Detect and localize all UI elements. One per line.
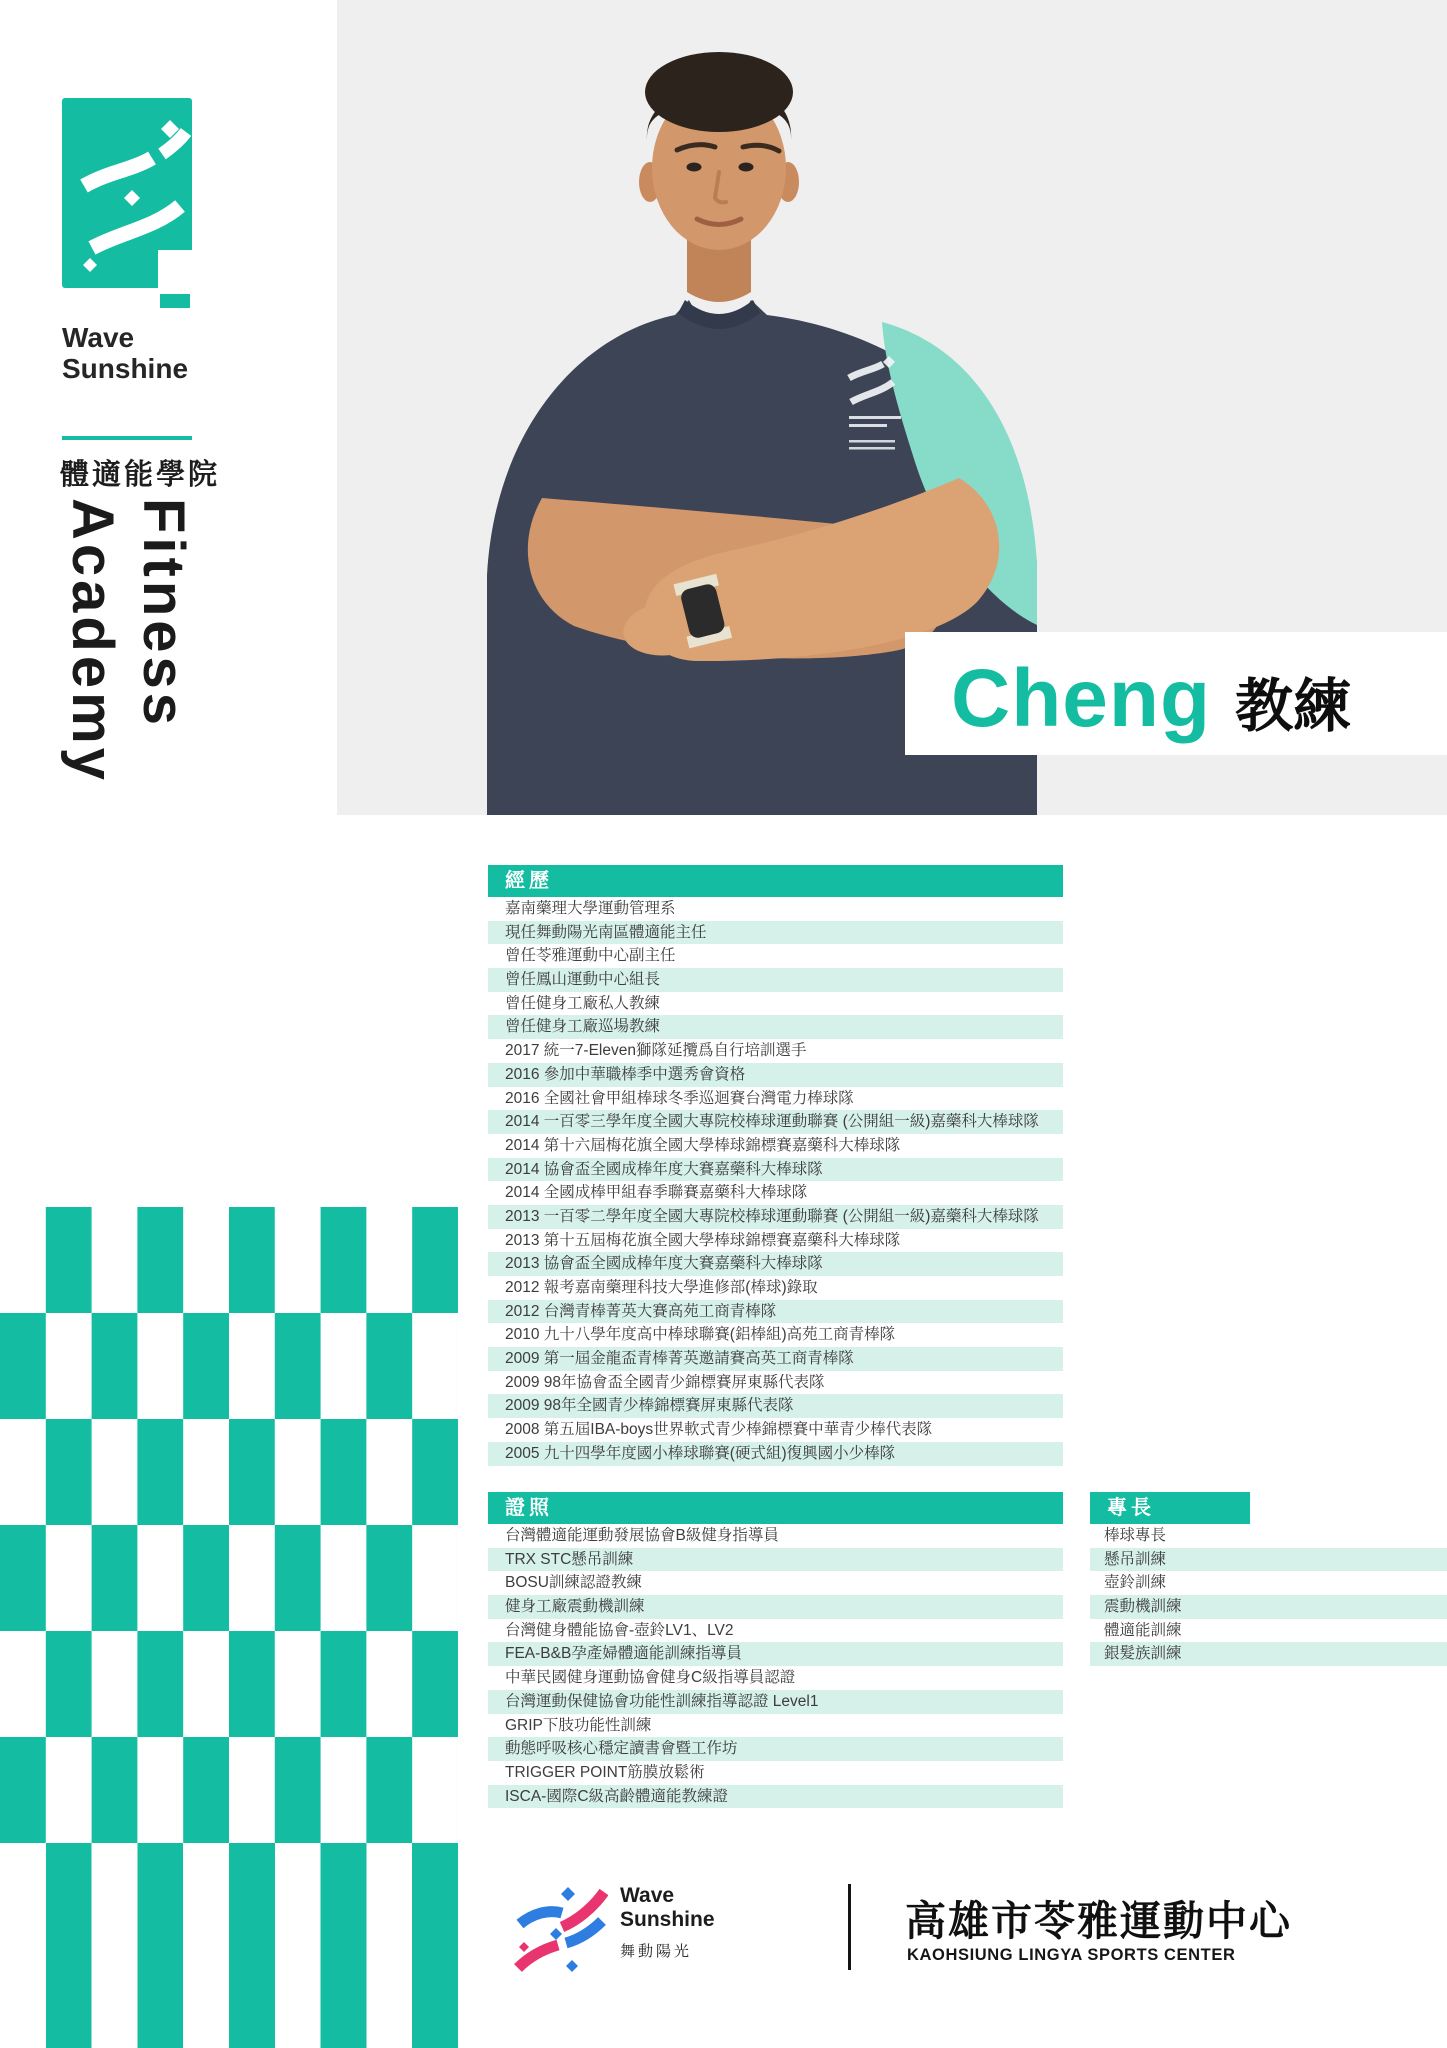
list-item: 震動機訓練 — [1090, 1595, 1447, 1619]
brand-name-line2: Sunshine — [62, 353, 189, 385]
wave-sunshine-footer-logo-icon — [512, 1882, 608, 1974]
list-item: 2014 協會盃全國成棒年度大賽嘉藥科大棒球隊 — [488, 1158, 1063, 1182]
list-item: 2014 全國成棒甲組春季聯賽嘉藥科大棒球隊 — [505, 1184, 808, 1202]
brand-name — [62, 322, 188, 385]
list-item: 2013 協會盃全國成棒年度大賽嘉藥科大棒球隊 — [488, 1252, 1063, 1276]
list-item: 健身工廠震動機訓練 — [488, 1595, 1063, 1619]
list-item: 2014 第十六屆梅花旗全國大學棒球錦標賽嘉藥科大棒球隊 — [505, 1136, 901, 1154]
list-item: TRIGGER POINT筋膜放鬆術 — [505, 1763, 705, 1781]
list-item: 2012 報考嘉南藥理科技大學進修部(棒球)錄取 — [505, 1279, 818, 1296]
list-item: 曾任健身工廠巡場教練 — [488, 1015, 1063, 1039]
brand-subtitle-cn: 體適能學院 — [60, 459, 221, 491]
footer-brand-line2: Sunshine — [620, 1908, 715, 1932]
footer-brand-cn: 舞動陽光 — [620, 1943, 693, 1960]
list-item: 2016 參加中華職棒季中選秀會資格 — [488, 1063, 1063, 1087]
list-item: 銀髮族訓練 — [1090, 1642, 1447, 1666]
list-item: ISCA-國際C級高齡體適能教練證 — [488, 1785, 1063, 1809]
footer-divider — [848, 1884, 851, 1970]
list-item: 懸吊訓練 — [1090, 1548, 1447, 1572]
list-item: 棒球專長 — [1104, 1527, 1167, 1544]
list-item: 2010 九十八學年度高中棒球聯賽(鋁棒組)高苑工商青棒隊 — [505, 1326, 896, 1344]
specialties-section-header: 專長 — [1090, 1492, 1250, 1524]
vertical-title-line2: Academy — [60, 498, 126, 784]
footer-brand-name — [620, 1884, 715, 1932]
list-item: 中華民國健身運動協會健身C級指導員認證 — [505, 1669, 796, 1687]
vertical-academy-title — [58, 498, 198, 843]
list-item: 2009 第一屆金龍盃青棒菁英邀請賽高英工商青棒隊 — [488, 1347, 1063, 1371]
list-item: 2014 一百零三學年度全國大專院校棒球運動聯賽 (公開組一級)嘉藥科大棒球隊 — [488, 1110, 1063, 1134]
vertical-title-line1: Fitness — [131, 498, 196, 730]
list-item: TRX STC懸吊訓練 — [488, 1548, 1063, 1572]
list-item: 曾任鳳山運動中心組長 — [488, 968, 1063, 992]
list-item: 體適能訓練 — [1104, 1621, 1182, 1639]
brand-divider — [62, 436, 192, 440]
list-item: 曾任健身工廠私人教練 — [505, 994, 661, 1012]
list-item: 2005 九十四學年度國小棒球聯賽(硬式組)復興國小少棒隊 — [488, 1442, 1063, 1466]
footer-brand-line1: Wave — [620, 1884, 675, 1907]
list-item: 台灣健身體能協會-壺鈴LV1、LV2 — [505, 1621, 734, 1639]
sports-center-name-cn: 高雄市苓雅運動中心 — [905, 1898, 1292, 1944]
list-item: 2009 98年全國青少棒錦標賽屏東縣代表隊 — [488, 1394, 1063, 1418]
list-item: 2017 統一7-Eleven獅隊延攬爲自行培訓選手 — [505, 1042, 807, 1060]
sports-center-name-en: KAOHSIUNG LINGYA SPORTS CENTER — [907, 1946, 1236, 1964]
checker-pattern-top — [0, 1207, 458, 1843]
list-item: 2013 第十五屆梅花旗全國大學棒球錦標賽嘉藥科大棒球隊 — [505, 1231, 901, 1249]
list-item: GRIP下肢功能性訓練 — [505, 1716, 652, 1734]
list-item: 台灣體適能運動發展協會B級健身指導員 — [505, 1527, 779, 1544]
coach-name-band — [905, 632, 1447, 755]
experience-list — [488, 897, 1063, 1466]
list-item: 嘉南藥理大學運動管理系 — [505, 900, 676, 917]
wave-sunshine-logo-icon — [62, 98, 192, 310]
list-item: 2009 98年協會盃全國青少錦標賽屏東縣代表隊 — [505, 1373, 825, 1391]
brand-name-line1: Wave — [62, 322, 135, 353]
certifications-list — [488, 1524, 1063, 1808]
list-item: 動態呼吸核心穩定讀書會暨工作坊 — [488, 1737, 1063, 1761]
list-item: 2013 一百零二學年度全國大專院校棒球運動聯賽 (公開組一級)嘉藥科大棒球隊 — [488, 1205, 1063, 1229]
coach-name: Cheng — [951, 653, 1212, 744]
list-item: BOSU訓練認證教練 — [505, 1574, 642, 1592]
list-item: 2016 全國社會甲組棒球冬季巡迴賽台灣電力棒球隊 — [505, 1089, 854, 1107]
list-item: 台灣運動保健協會功能性訓練指導認證 Level1 — [488, 1690, 1063, 1714]
specialties-list — [1090, 1524, 1447, 1666]
list-item: 2012 台灣青棒菁英大賽高苑工商青棒隊 — [488, 1300, 1063, 1324]
list-item: FEA-B&B孕產婦體適能訓練指導員 — [488, 1642, 1063, 1666]
checker-pattern-bottom — [0, 1843, 458, 2048]
list-item: 壺鈴訓練 — [1104, 1574, 1167, 1592]
coach-title: 教練 — [1235, 674, 1352, 739]
certifications-section-header: 證照 — [488, 1492, 1063, 1524]
experience-section-header: 經歷 — [488, 865, 1063, 897]
list-item: 曾任苓雅運動中心副主任 — [505, 947, 676, 965]
list-item: 2008 第五屆IBA-boys世界軟式青少棒錦標賽中華青少棒代表隊 — [505, 1421, 933, 1439]
list-item: 現任舞動陽光南區體適能主任 — [488, 921, 1063, 945]
